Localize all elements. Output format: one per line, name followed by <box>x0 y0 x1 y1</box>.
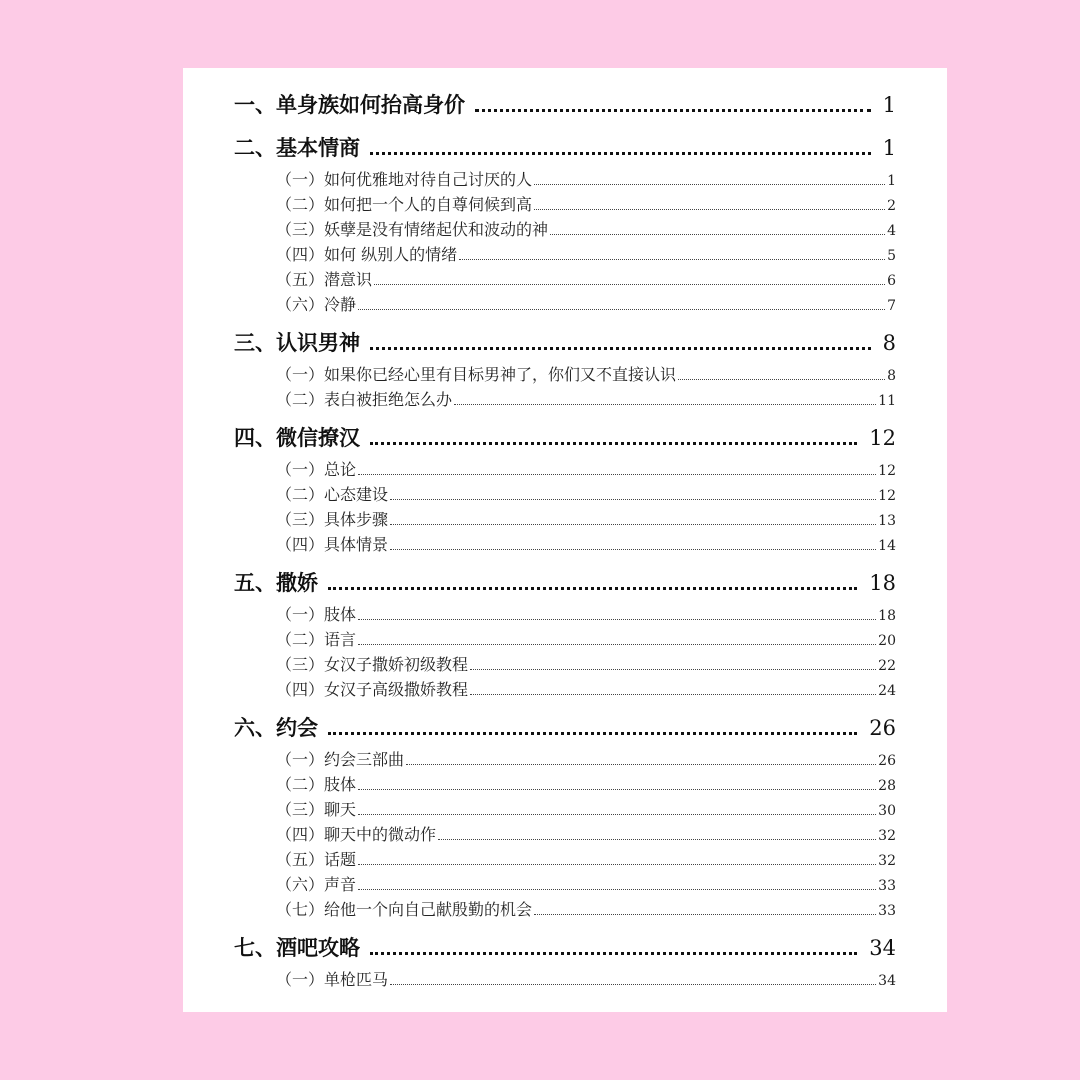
toc-chapter-entry[interactable] <box>234 421 896 455</box>
dot-leader <box>475 108 871 112</box>
dot-leader <box>550 233 885 235</box>
toc-subsection-entry[interactable] <box>276 507 896 532</box>
subsection-page-number: 12 <box>878 463 896 479</box>
dot-leader <box>678 378 885 380</box>
subsection-title: （一）约会三部曲 <box>276 750 405 769</box>
subsection-page-number: 32 <box>878 828 896 844</box>
dot-leader <box>390 983 876 985</box>
toc-chapter <box>234 711 896 922</box>
toc-chapter-entry[interactable] <box>234 931 896 965</box>
toc-chapter-entry[interactable] <box>234 326 896 360</box>
dot-leader <box>438 838 876 840</box>
chapter-page-number: 18 <box>869 571 896 595</box>
subsection-title: （四）聊天中的微动作 <box>276 825 437 844</box>
toc-subsection-list <box>234 967 896 992</box>
subsection-page-number: 4 <box>887 223 896 239</box>
subsection-page-number: 1 <box>887 173 896 189</box>
dot-leader <box>470 668 876 670</box>
toc-subsection-entry[interactable] <box>276 677 896 702</box>
dot-leader <box>328 586 857 590</box>
subsection-page-number: 26 <box>878 753 896 769</box>
toc-subsection-entry[interactable] <box>276 192 896 217</box>
toc-chapter <box>234 931 896 992</box>
toc-chapter <box>234 566 896 702</box>
subsection-page-number: 28 <box>878 778 896 794</box>
toc-subsection-entry[interactable] <box>276 627 896 652</box>
toc-chapter <box>234 131 896 317</box>
subsection-title: （三）妖孽是没有情绪起伏和波动的神 <box>276 220 549 239</box>
toc-chapter <box>234 88 896 122</box>
toc-chapter <box>234 326 896 412</box>
subsection-page-number: 22 <box>878 658 896 674</box>
subsection-page-number: 30 <box>878 803 896 819</box>
toc-subsection-list <box>234 602 896 702</box>
toc-chapter-entry[interactable] <box>234 566 896 600</box>
dot-leader <box>374 283 885 285</box>
subsection-title: （二）语言 <box>276 630 357 649</box>
toc-subsection-entry[interactable] <box>276 967 896 992</box>
toc-chapter <box>234 421 896 557</box>
chapter-title: 三、认识男神 <box>234 330 360 355</box>
chapter-page-number: 1 <box>882 136 896 160</box>
dot-leader <box>358 643 876 645</box>
subsection-page-number: 20 <box>878 633 896 649</box>
subsection-title: （七）给他一个向自己献殷勤的机会 <box>276 900 533 919</box>
subsection-title: （五）话题 <box>276 850 357 869</box>
subsection-title: （三）女汉子撒娇初级教程 <box>276 655 469 674</box>
dot-leader <box>454 403 876 405</box>
dot-leader <box>370 441 857 445</box>
dot-leader <box>370 346 871 350</box>
toc-subsection-entry[interactable] <box>276 652 896 677</box>
chapter-page-number: 34 <box>869 936 896 960</box>
subsection-title: （四）如何 纵别人的情绪 <box>276 245 458 264</box>
toc-subsection-entry[interactable] <box>276 872 896 897</box>
subsection-title: （四）具体情景 <box>276 535 389 554</box>
subsection-page-number: 32 <box>878 853 896 869</box>
toc-subsection-entry[interactable] <box>276 267 896 292</box>
subsection-title: （一）如何优雅地对待自己讨厌的人 <box>276 170 533 189</box>
chapter-title: 二、基本情商 <box>234 135 360 160</box>
dot-leader <box>534 913 876 915</box>
toc-chapter-entry[interactable] <box>234 711 896 745</box>
subsection-page-number: 14 <box>878 538 896 554</box>
dot-leader <box>358 308 885 310</box>
dot-leader <box>470 693 876 695</box>
chapter-page-number: 12 <box>869 426 896 450</box>
subsection-page-number: 12 <box>878 488 896 504</box>
subsection-title: （五）潜意识 <box>276 270 373 289</box>
toc-chapter-entry[interactable] <box>234 88 896 122</box>
subsection-page-number: 7 <box>887 298 896 314</box>
subsection-title: （二）表白被拒绝怎么办 <box>276 390 453 409</box>
subsection-page-number: 5 <box>887 248 896 264</box>
toc-subsection-entry[interactable] <box>276 602 896 627</box>
subsection-title: （一）单枪匹马 <box>276 970 389 989</box>
subsection-page-number: 34 <box>878 973 896 989</box>
document-page <box>183 68 947 1012</box>
dot-leader <box>358 863 876 865</box>
toc-chapter-entry[interactable] <box>234 131 896 165</box>
toc-subsection-entry[interactable] <box>276 362 896 387</box>
toc-subsection-entry[interactable] <box>276 292 896 317</box>
dot-leader <box>390 548 876 550</box>
toc-subsection-list <box>234 457 896 557</box>
subsection-title: （二）如何把一个人的自尊伺候到高 <box>276 195 533 214</box>
toc-subsection-entry[interactable] <box>276 457 896 482</box>
toc-subsection-list <box>234 362 896 412</box>
subsection-page-number: 33 <box>878 878 896 894</box>
subsection-title: （二）肢体 <box>276 775 357 794</box>
subsection-page-number: 33 <box>878 903 896 919</box>
toc-subsection-list <box>234 167 896 317</box>
chapter-page-number: 8 <box>882 331 896 355</box>
subsection-title: （六）冷静 <box>276 295 357 314</box>
subsection-page-number: 8 <box>887 368 896 384</box>
subsection-page-number: 11 <box>878 393 896 409</box>
chapter-title: 五、撒娇 <box>234 570 318 595</box>
dot-leader <box>459 258 885 260</box>
chapter-title: 四、微信撩汉 <box>234 425 360 450</box>
toc-subsection-entry[interactable] <box>276 217 896 242</box>
subsection-title: （四）女汉子高级撒娇教程 <box>276 680 469 699</box>
subsection-page-number: 6 <box>887 273 896 289</box>
subsection-title: （二）心态建设 <box>276 485 389 504</box>
dot-leader <box>370 151 871 155</box>
toc-subsection-entry[interactable] <box>276 532 896 557</box>
chapter-page-number: 26 <box>869 716 896 740</box>
dot-leader <box>390 523 876 525</box>
subsection-title: （三）聊天 <box>276 800 357 819</box>
toc-subsection-entry[interactable] <box>276 822 896 847</box>
subsection-page-number: 2 <box>887 198 896 214</box>
dot-leader <box>534 183 885 185</box>
dot-leader <box>358 788 876 790</box>
dot-leader <box>358 473 876 475</box>
toc-subsection-entry[interactable] <box>276 167 896 192</box>
dot-leader <box>328 731 857 735</box>
dot-leader <box>390 498 876 500</box>
toc-subsection-entry[interactable] <box>276 897 896 922</box>
toc-subsection-entry[interactable] <box>276 482 896 507</box>
subsection-title: （三）具体步骤 <box>276 510 389 529</box>
toc-subsection-entry[interactable] <box>276 797 896 822</box>
chapter-page-number: 1 <box>882 93 896 117</box>
subsection-page-number: 18 <box>878 608 896 624</box>
toc-subsection-entry[interactable] <box>276 847 896 872</box>
subsection-page-number: 13 <box>878 513 896 529</box>
toc-subsection-entry[interactable] <box>276 747 896 772</box>
toc-subsection-entry[interactable] <box>276 772 896 797</box>
dot-leader <box>358 888 876 890</box>
dot-leader <box>406 763 876 765</box>
subsection-title: （六）声音 <box>276 875 357 894</box>
dot-leader <box>358 813 876 815</box>
subsection-title: （一）总论 <box>276 460 357 479</box>
dot-leader <box>370 951 857 955</box>
dot-leader <box>358 618 876 620</box>
dot-leader <box>534 208 885 210</box>
subsection-title: （一）如果你已经心里有目标男神了，你们又不直接认识 <box>276 365 677 384</box>
chapter-title: 一、单身族如何抬高身价 <box>234 92 465 117</box>
subsection-title: （一）肢体 <box>276 605 357 624</box>
chapter-title: 六、约会 <box>234 715 318 740</box>
table-of-contents <box>234 88 896 1001</box>
toc-subsection-entry[interactable] <box>276 387 896 412</box>
toc-subsection-list <box>234 747 896 922</box>
subsection-page-number: 24 <box>878 683 896 699</box>
chapter-title: 七、酒吧攻略 <box>234 935 360 960</box>
toc-subsection-entry[interactable] <box>276 242 896 267</box>
